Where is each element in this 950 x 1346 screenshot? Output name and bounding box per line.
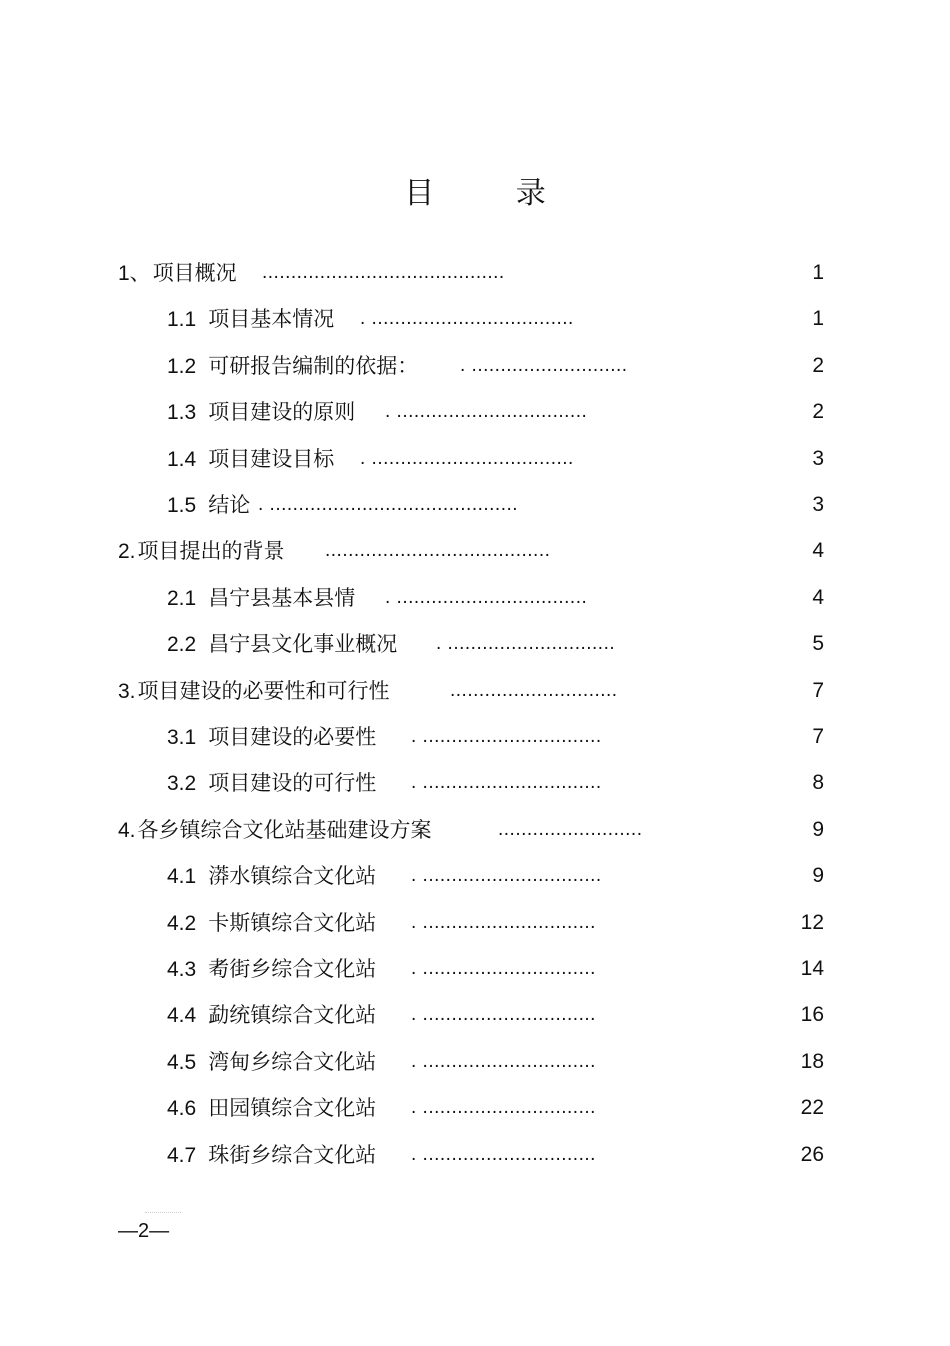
toc-entry-number: 2.1 xyxy=(167,586,197,610)
toc-entry-number: 4.1 xyxy=(167,865,197,889)
toc-page-number: 7 xyxy=(812,678,824,702)
toc-entry-number: 3.1 xyxy=(167,726,197,749)
toc-entry-number: 4.7 xyxy=(167,1143,197,1167)
toc-entry-label xyxy=(118,807,432,854)
toc-entry-number: 4.4 xyxy=(167,1004,197,1028)
toc-entry-label xyxy=(118,528,285,575)
toc-entry-number: 3. xyxy=(118,679,136,703)
toc-page-number: 9 xyxy=(812,864,824,888)
toc-entry[interactable] xyxy=(0,621,950,667)
toc-entry-number: 3.2 xyxy=(167,772,197,796)
toc-page-number: 7 xyxy=(812,725,824,748)
toc-entry-label xyxy=(167,1085,376,1132)
toc-entry-number: 1.1 xyxy=(167,308,197,332)
toc-leader-dots: ....................................... xyxy=(325,540,551,562)
toc-entry-text: 结论 xyxy=(208,493,251,517)
toc-leader-dots: . .............................. xyxy=(411,911,596,933)
toc-entry-number: 2.2 xyxy=(167,633,197,657)
toc-entry-label xyxy=(167,482,250,529)
toc-entry-label xyxy=(167,946,376,993)
toc-page-number: 26 xyxy=(800,1142,824,1166)
toc-entry-text: 昌宁县基本县情 xyxy=(208,585,356,610)
toc-entry-text: 可研报告编制的依据： xyxy=(208,353,419,378)
toc-page-number: 1 xyxy=(812,307,824,331)
toc-page-number: 3 xyxy=(812,446,824,470)
toc-entry-label xyxy=(167,389,355,436)
toc-page-number: 3 xyxy=(812,493,824,516)
toc-leader-dots: . ........................................... xyxy=(258,494,519,515)
toc-entry[interactable] xyxy=(0,575,950,621)
toc-entry[interactable] xyxy=(0,900,950,946)
toc-page-number: 1 xyxy=(812,261,824,284)
toc-leader-dots: ............................. xyxy=(450,679,618,701)
toc-entry-text: 珠街乡综合文化站 xyxy=(208,1142,377,1167)
toc-leader-dots: . ............................... xyxy=(411,726,602,747)
toc-entry-text: 项目建设的必要性 xyxy=(208,725,377,749)
toc-entry-label xyxy=(118,668,390,715)
toc-page-number: 12 xyxy=(800,910,824,934)
toc-page-number: 4 xyxy=(812,585,824,609)
toc-entry[interactable] xyxy=(0,760,950,806)
toc-entry-number: 1、 xyxy=(118,262,151,285)
toc-entry-label xyxy=(167,714,376,761)
toc-leader-dots: . ................................. xyxy=(385,401,588,423)
toc-entry[interactable] xyxy=(0,482,950,528)
faint-mark xyxy=(145,1212,181,1214)
toc-leader-dots: . ................................. xyxy=(385,586,588,608)
toc-entry[interactable] xyxy=(0,250,950,296)
toc-page-number: 4 xyxy=(812,539,824,563)
toc-entry-text: 项目建设的原则 xyxy=(208,400,356,425)
toc-entry-text: 各乡镇综合文化站基础建设方案 xyxy=(137,817,432,842)
toc-entry[interactable] xyxy=(0,807,950,853)
toc-entry-label xyxy=(167,621,397,668)
page-number-footer: —2— xyxy=(118,1220,170,1242)
toc-entry[interactable] xyxy=(0,668,950,714)
toc-page-number: 2 xyxy=(812,400,824,424)
toc-page-number: 16 xyxy=(800,1003,824,1027)
toc-entry[interactable] xyxy=(0,389,950,435)
toc-entry[interactable] xyxy=(0,992,950,1038)
toc-page-number: 14 xyxy=(800,957,824,980)
toc-entry-label xyxy=(167,296,334,343)
toc-entry[interactable] xyxy=(0,528,950,574)
toc-entry-number: 4.3 xyxy=(167,958,197,981)
toc-entry[interactable] xyxy=(0,343,950,389)
toc-page-number: 2 xyxy=(812,353,824,377)
toc-entry-text: 项目提出的背景 xyxy=(137,539,285,564)
toc-leader-dots: .......................................... xyxy=(262,262,505,283)
toc-entry-text: 耇街乡综合文化站 xyxy=(208,957,377,981)
toc-leader-dots: . .............................. xyxy=(411,1050,596,1072)
toc-entry-label xyxy=(167,760,376,807)
toc-entry-number: 4.2 xyxy=(167,911,197,935)
toc-leader-dots: . .............................. xyxy=(411,958,596,979)
toc-leader-dots: . .............................. xyxy=(411,1143,596,1165)
toc-entry-label xyxy=(118,250,237,297)
toc-leader-dots: . ................................... xyxy=(360,308,574,330)
toc-entry[interactable] xyxy=(0,1085,950,1131)
toc-entry-text: 田园镇综合文化站 xyxy=(208,1096,377,1121)
toc-entry-text: 湾甸乡综合文化站 xyxy=(208,1049,377,1074)
toc-entry-text: 漭水镇综合文化站 xyxy=(208,864,377,889)
toc-leader-dots: . ............................. xyxy=(436,633,616,655)
toc-entry-number: 1.2 xyxy=(167,354,197,378)
toc-entry[interactable] xyxy=(0,946,950,992)
toc-entry-number: 1.5 xyxy=(167,494,197,517)
toc-entry-number: 4.6 xyxy=(167,1097,197,1121)
toc-page-number: 9 xyxy=(812,817,824,841)
toc-leader-dots: . ............................... xyxy=(411,772,602,794)
toc-entry-text: 勐统镇综合文化站 xyxy=(208,1003,377,1028)
toc-entry-label xyxy=(167,900,376,947)
toc-leader-dots: . .............................. xyxy=(411,1097,596,1119)
toc-entry[interactable] xyxy=(0,296,950,342)
toc-entry-number: 1.4 xyxy=(167,447,197,471)
toc-page-number: 8 xyxy=(812,771,824,795)
toc-entry[interactable] xyxy=(0,1132,950,1178)
toc-entry-text: 项目建设的必要性和可行性 xyxy=(137,678,390,703)
toc-leader-dots: . ............................... xyxy=(411,865,602,887)
toc-leader-dots: . ........................... xyxy=(460,354,628,376)
toc-entry-text: 项目建设的可行性 xyxy=(208,771,377,796)
toc-leader-dots: . .............................. xyxy=(411,1004,596,1026)
toc-page-number: 18 xyxy=(800,1049,824,1073)
toc-page-number: 5 xyxy=(812,632,824,656)
toc-leader-dots: . ................................... xyxy=(360,447,574,469)
toc-entry-label xyxy=(167,1039,376,1086)
page-title: 目 录 xyxy=(404,176,582,211)
toc-entry[interactable] xyxy=(0,853,950,899)
toc-entry-label xyxy=(167,575,355,622)
toc-entry-text: 卡斯镇综合文化站 xyxy=(208,910,377,935)
toc-entry-text: 项目基本情况 xyxy=(208,307,335,332)
toc-entry-label xyxy=(167,436,334,483)
toc-entry-number: 4. xyxy=(118,818,136,842)
toc-entry[interactable] xyxy=(0,714,950,760)
toc-entry-text: 昌宁县文化事业概况 xyxy=(208,632,398,657)
toc-entry[interactable] xyxy=(0,1039,950,1085)
toc-entry-text: 项目概况 xyxy=(152,261,237,285)
toc-entry-text: 项目建设目标 xyxy=(208,446,335,471)
toc-entry-number: 1.3 xyxy=(167,401,197,425)
toc-entry-label xyxy=(167,853,376,900)
toc-entry-number: 4.5 xyxy=(167,1050,197,1074)
toc-entry[interactable] xyxy=(0,436,950,482)
toc-entry-label xyxy=(167,1132,376,1179)
toc-leader-dots: ......................... xyxy=(498,818,643,840)
toc-entry-number: 2. xyxy=(118,540,136,564)
toc-page-number: 22 xyxy=(800,1096,824,1120)
toc-entry-label xyxy=(167,343,418,390)
toc-entry-label xyxy=(167,992,376,1039)
